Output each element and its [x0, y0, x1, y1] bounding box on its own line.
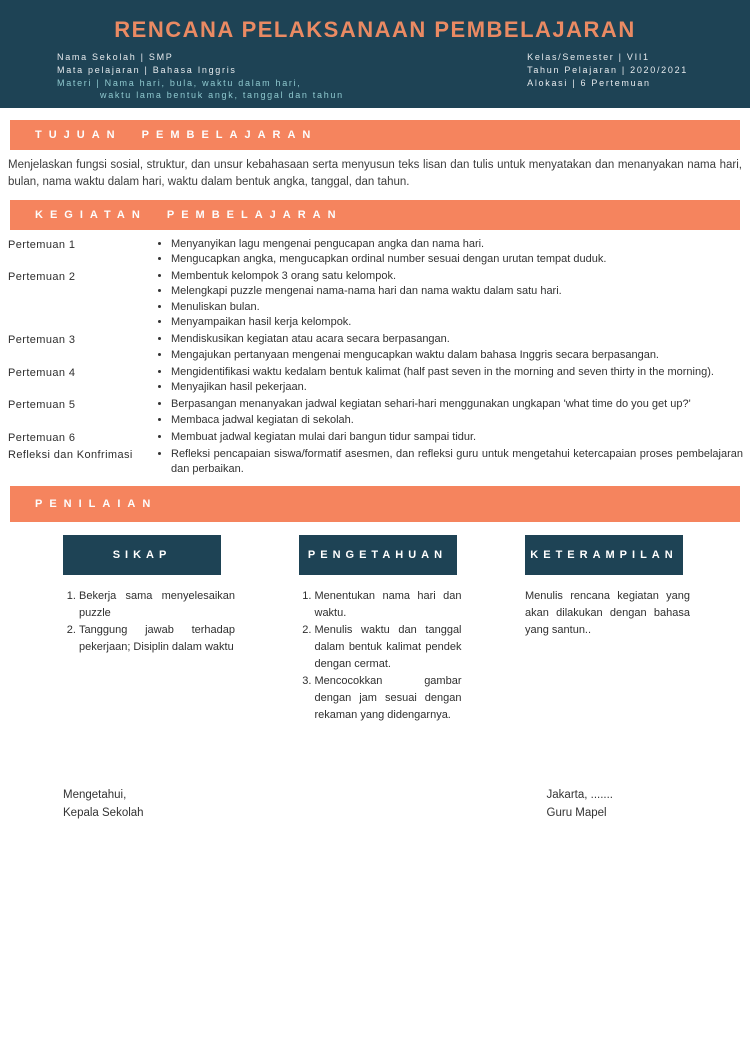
keterampilan-column [525, 535, 690, 724]
meeting-label: Refleksi dan Konfrimasi [8, 449, 133, 462]
tujuan-heading: TUJUAN PEMBELAJARAN [35, 129, 318, 141]
meeting-activities [155, 447, 743, 477]
activity-item: • Membuat jadwal kegiatan mulai dari bangun tidur sampai tidur. [171, 430, 743, 444]
activity-item: • Menyampaikan hasil kerja kelompok. [171, 315, 743, 329]
document-header [0, 0, 750, 108]
material-line-2: waktu lama bentuk angk, tanggal dan tahun [100, 90, 344, 101]
assessment-columns [63, 535, 690, 724]
penilaian-heading: PENILAIAN [35, 497, 158, 510]
kegiatan-heading: KEGIATAN PEMBELAJARAN [35, 208, 343, 221]
meeting-activities [155, 237, 743, 268]
meeting-row [8, 269, 743, 330]
meeting-activities [155, 365, 743, 396]
pengetahuan-title: PENGETAHUAN [299, 535, 457, 575]
meeting-row [8, 332, 743, 363]
tujuan-body-text: Menjelaskan fungsi sosial, struktur, dan unsur kebahasaan serta menyusun teks lisan dan tulis untuk menyatakan dan menanyakan nama hari, bulan, nama waktu dalam hari, waktu dalam bentuk angka, tanggal, dan tahun. [8, 159, 742, 189]
signature-left-line1: Mengetahui, [63, 789, 127, 801]
meeting-activities [155, 269, 743, 330]
activity-item: • Mengidentifikasi waktu kedalam bentuk kalimat (half past seven in the morning and seven thirty in the morning). [171, 365, 743, 379]
pengetahuan-item: 2. Menulis waktu dan tanggal dalam bentuk kalimat pendek dengan cermat. [315, 622, 462, 673]
meeting-label: Pertemuan 1 [8, 238, 76, 251]
keterampilan-text: Menulis rencana kegiatan yang akan dilakukan dengan bahasa yang santun.. [525, 589, 690, 637]
allocation-line: Alokasi | 6 Pertemuan [527, 77, 651, 88]
meeting-row [8, 237, 743, 268]
header-info-right [527, 51, 688, 102]
meeting-label: Pertemuan 6 [8, 432, 76, 445]
section-banner-kegiatan [10, 200, 740, 230]
meeting-label: Pertemuan 4 [8, 366, 76, 379]
activity-item: • Berpasangan menanyakan jadwal kegiatan sehari-hari menggunakan ungkapan 'what time do you get up?' [171, 397, 743, 411]
meeting-activities [155, 332, 743, 363]
activity-item: • Mengajukan pertanyaan mengenai mengucapkan waktu dalam bahasa Inggris secara berpasangan. [171, 348, 743, 362]
pengetahuan-item: 3. Mencocokkan gambar dengan jam sesuai dengan rekaman yang didengarnya. [315, 673, 462, 724]
activity-item: • Mendiskusikan kegiatan atau acara secara berpasangan. [171, 332, 743, 346]
signature-right-line2: Guru Mapel [546, 807, 607, 820]
activity-item: • Menyanyikan lagu mengenai pengucapan angka dan nama hari. [171, 237, 743, 251]
pengetahuan-column [299, 535, 462, 724]
school-name-line: Nama Sekolah | SMP [57, 52, 174, 62]
sikap-item: 1. Bekerja sama menyelesaikan puzzle [79, 588, 235, 622]
activity-item: • Melengkapi puzzle mengenai nama-nama hari dan nama waktu dalam satu hari. [171, 284, 743, 298]
meeting-label: Pertemuan 5 [8, 399, 76, 412]
activity-item: • Menuliskan bulan. [171, 300, 743, 314]
signature-left-line2: Kepala Sekolah [63, 807, 144, 820]
sikap-column [63, 535, 235, 724]
pengetahuan-list [299, 588, 462, 724]
meeting-row [8, 447, 743, 477]
header-info-left [57, 51, 344, 102]
kegiatan-schedule [8, 237, 743, 477]
section-banner-penilaian [10, 486, 740, 522]
meeting-activities [155, 430, 743, 445]
meeting-row [8, 397, 743, 428]
material-line: Materi | Nama hari, bula, waktu dalam hari, [57, 77, 302, 88]
page-title: RENCANA PELAKSANAAN PEMBELAJARAN [114, 17, 636, 42]
meeting-label: Pertemuan 2 [8, 271, 76, 284]
activity-item: • Refleksi pencapaian siswa/formatif asesmen, dan refleksi guru untuk mengetahui ketercapaian proses pembelajaran dan perbaikan. [171, 447, 743, 476]
meeting-activities [155, 397, 743, 428]
activity-item: • Membaca jadwal kegiatan di sekolah. [171, 413, 743, 427]
meeting-row [8, 365, 743, 396]
keterampilan-title: KETERAMPILAN [525, 535, 683, 575]
class-semester-line: Kelas/Semester | VII1 [527, 52, 650, 62]
meeting-label: Pertemuan 3 [8, 334, 76, 347]
section-banner-tujuan [10, 120, 740, 150]
activity-item: • Membentuk kelompok 3 orang satu kelompok. [171, 269, 743, 283]
signature-left [63, 786, 144, 823]
subject-line: Mata pelajaran | Bahasa Inggris [57, 64, 237, 75]
signature-right-line1: Jakarta, ....... [546, 789, 613, 801]
sikap-list [63, 588, 235, 656]
school-year-line: Tahun Pelajaran | 2020/2021 [527, 64, 688, 75]
activity-item: • Mengucapkan angka, mengucapkan ordinal number sesuai dengan urutan tempat duduk. [171, 252, 743, 266]
sikap-item: 2. Tanggung jawab terhadap pekerjaan; Disiplin dalam waktu [79, 622, 235, 656]
sikap-title: SIKAP [63, 535, 221, 575]
pengetahuan-item: 1. Menentukan nama hari dan waktu. [315, 588, 462, 622]
signature-right [547, 786, 613, 823]
meeting-row [8, 430, 743, 445]
header-info [0, 43, 750, 102]
activity-item: • Menyajikan hasil pekerjaan. [171, 380, 743, 394]
signature-block [0, 786, 750, 823]
